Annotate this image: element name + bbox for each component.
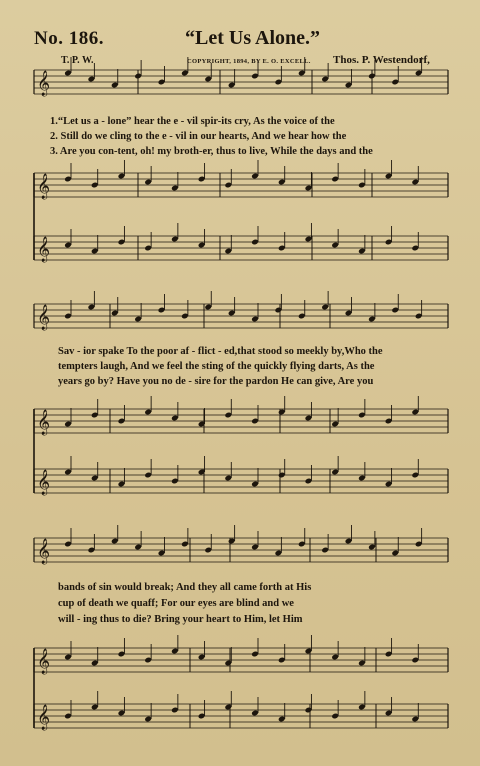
lyric-s2-verse3: years go by? Have you no de - sire for the pardon He can give, Are you [58, 376, 374, 387]
clef-icon: 𝄞 [37, 539, 51, 564]
clef-icon: 𝄞 [37, 649, 51, 674]
clef-icon: 𝄞 [37, 305, 51, 330]
clef-icon: 𝄞 [37, 71, 51, 96]
lyric-s2-verse2: tempters laugh, And we feel the sting of the quickly flying darts, As the [58, 361, 375, 372]
lyric-s3-verse3: will - ing thus to die? Bring your heart to Him, let Him [58, 614, 303, 625]
lyric-s1-verse2: 2. Still do we cling to the e - vil in our hearts, And we hear how the [50, 131, 347, 142]
lyric-s1-verse1: 1.“Let us a - lone” hear the e - vil spir-its cry, As the voice of the [50, 116, 335, 127]
clef-icon: 𝄞 [37, 470, 51, 495]
hymn-number: No. 186. [34, 28, 104, 49]
lyric-s3-verse2: cup of death we quaff; For our eyes are blind and we [58, 598, 294, 609]
clef-icon: 𝄞 [37, 410, 51, 435]
clef-icon: 𝄞 [37, 174, 51, 199]
lyric-s3-verse1: bands of sin would break; And they all came forth at His [58, 582, 312, 593]
words-credit: T. P. W. [61, 55, 94, 66]
copyright-notice: COPYRIGHT, 1894, BY E. O. EXCELL. [187, 58, 311, 65]
lyric-s1-verse3: 3. Are you con-tent, oh! my broth-er, thus to live, While the days and the [50, 146, 373, 157]
hymn-title: “Let Us Alone.” [185, 27, 320, 49]
lyric-s2-verse1: Sav - ior spake To the poor af - flict - ed,that stood so meekly by,Who the [58, 346, 383, 357]
clef-icon: 𝄞 [37, 705, 51, 730]
clef-icon: 𝄞 [37, 237, 51, 262]
staff-lines [34, 70, 448, 730]
music-credit: Thos. P. Westendorf, [333, 54, 430, 66]
